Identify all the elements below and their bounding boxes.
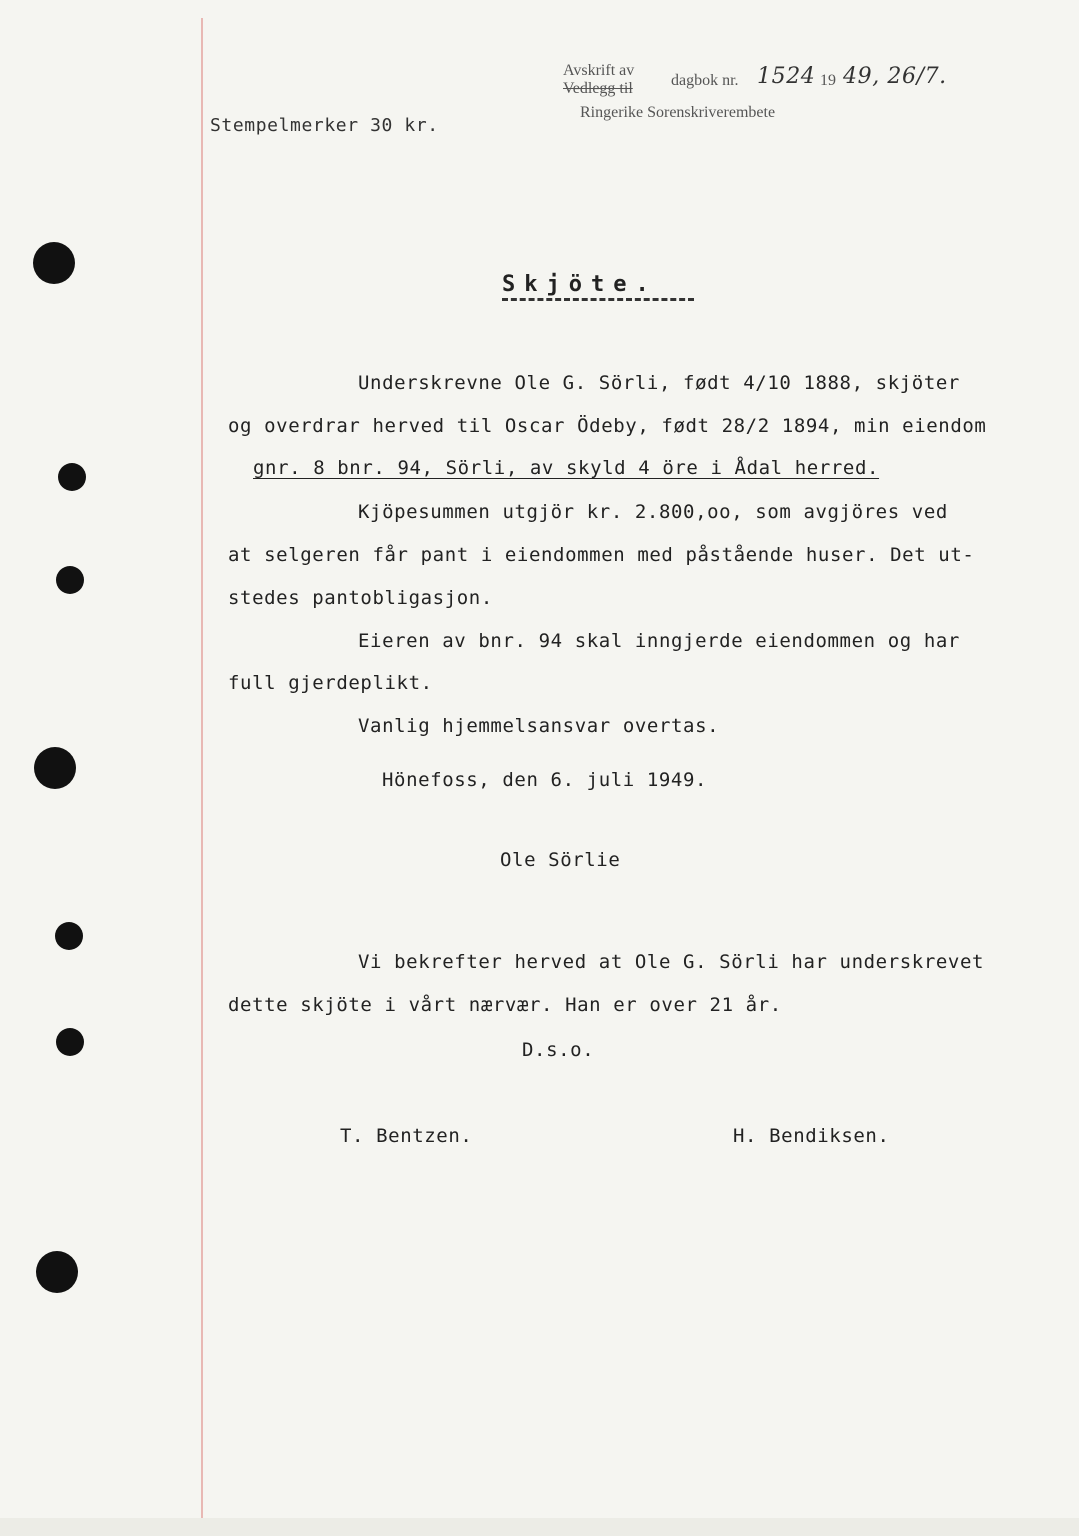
- stamp-year-prefix: 19: [820, 72, 836, 89]
- punch-hole: [56, 1028, 84, 1056]
- witness-line: dette skjöte i vårt nærvær. Han er over 21 år.: [228, 994, 782, 1016]
- body-line: Eieren av bnr. 94 skal inngjerde eiendommen og har: [358, 630, 960, 652]
- property-line: gnr. 8 bnr. 94, Sörli, av skyld 4 öre i Ådal herred.: [253, 457, 880, 479]
- dagbok-number: 1524: [757, 64, 816, 89]
- body-line: at selgeren får pant i eiendommen med påstående huser. Det ut-: [228, 544, 975, 566]
- document-title: Skjöte.: [502, 272, 658, 297]
- place-date: Hönefoss, den 6. juli 1949.: [382, 769, 708, 791]
- dso-mark: D.s.o.: [522, 1039, 595, 1061]
- body-line: Vanlig hjemmelsansvar overtas.: [358, 715, 720, 737]
- punch-hole: [56, 566, 84, 594]
- handwritten-date: 49, 26/7.: [843, 64, 947, 89]
- stempelmerker: Stempelmerker 30 kr.: [210, 115, 439, 136]
- stamp-avskrift: Avskrift av: [563, 62, 635, 79]
- body-line: Underskrevne Ole G. Sörli, født 4/10 1888, skjöter: [358, 372, 960, 394]
- margin-line: [201, 18, 203, 1518]
- stamp-vedlegg-struck: Vedlegg til: [563, 80, 633, 97]
- punch-hole: [55, 922, 83, 950]
- witness-1-name: T. Bentzen.: [340, 1125, 473, 1147]
- punch-hole: [36, 1251, 78, 1293]
- witness-line: Vi bekrefter herved at Ole G. Sörli har underskrevet: [358, 951, 985, 973]
- body-line: og overdrar herved til Oscar Ödeby, født 28/2 1894, min eiendom: [228, 415, 987, 437]
- body-line: Kjöpesummen utgjör kr. 2.800,oo, som avgjöres ved: [358, 501, 948, 523]
- punch-hole: [58, 463, 86, 491]
- title-underline: [502, 298, 694, 301]
- punch-hole: [33, 242, 75, 284]
- stamp-office: Ringerike Sorenskriverembete: [580, 104, 776, 121]
- punch-hole: [34, 747, 76, 789]
- body-line: stedes pantobligasjon.: [228, 587, 493, 609]
- stamp-dagbok: dagbok nr.: [671, 72, 739, 89]
- body-line: full gjerdeplikt.: [228, 672, 433, 694]
- witness-2-name: H. Bendiksen.: [733, 1125, 890, 1147]
- seller-signature: Ole Sörlie: [500, 849, 621, 871]
- page-bottom-edge: [0, 1518, 1079, 1536]
